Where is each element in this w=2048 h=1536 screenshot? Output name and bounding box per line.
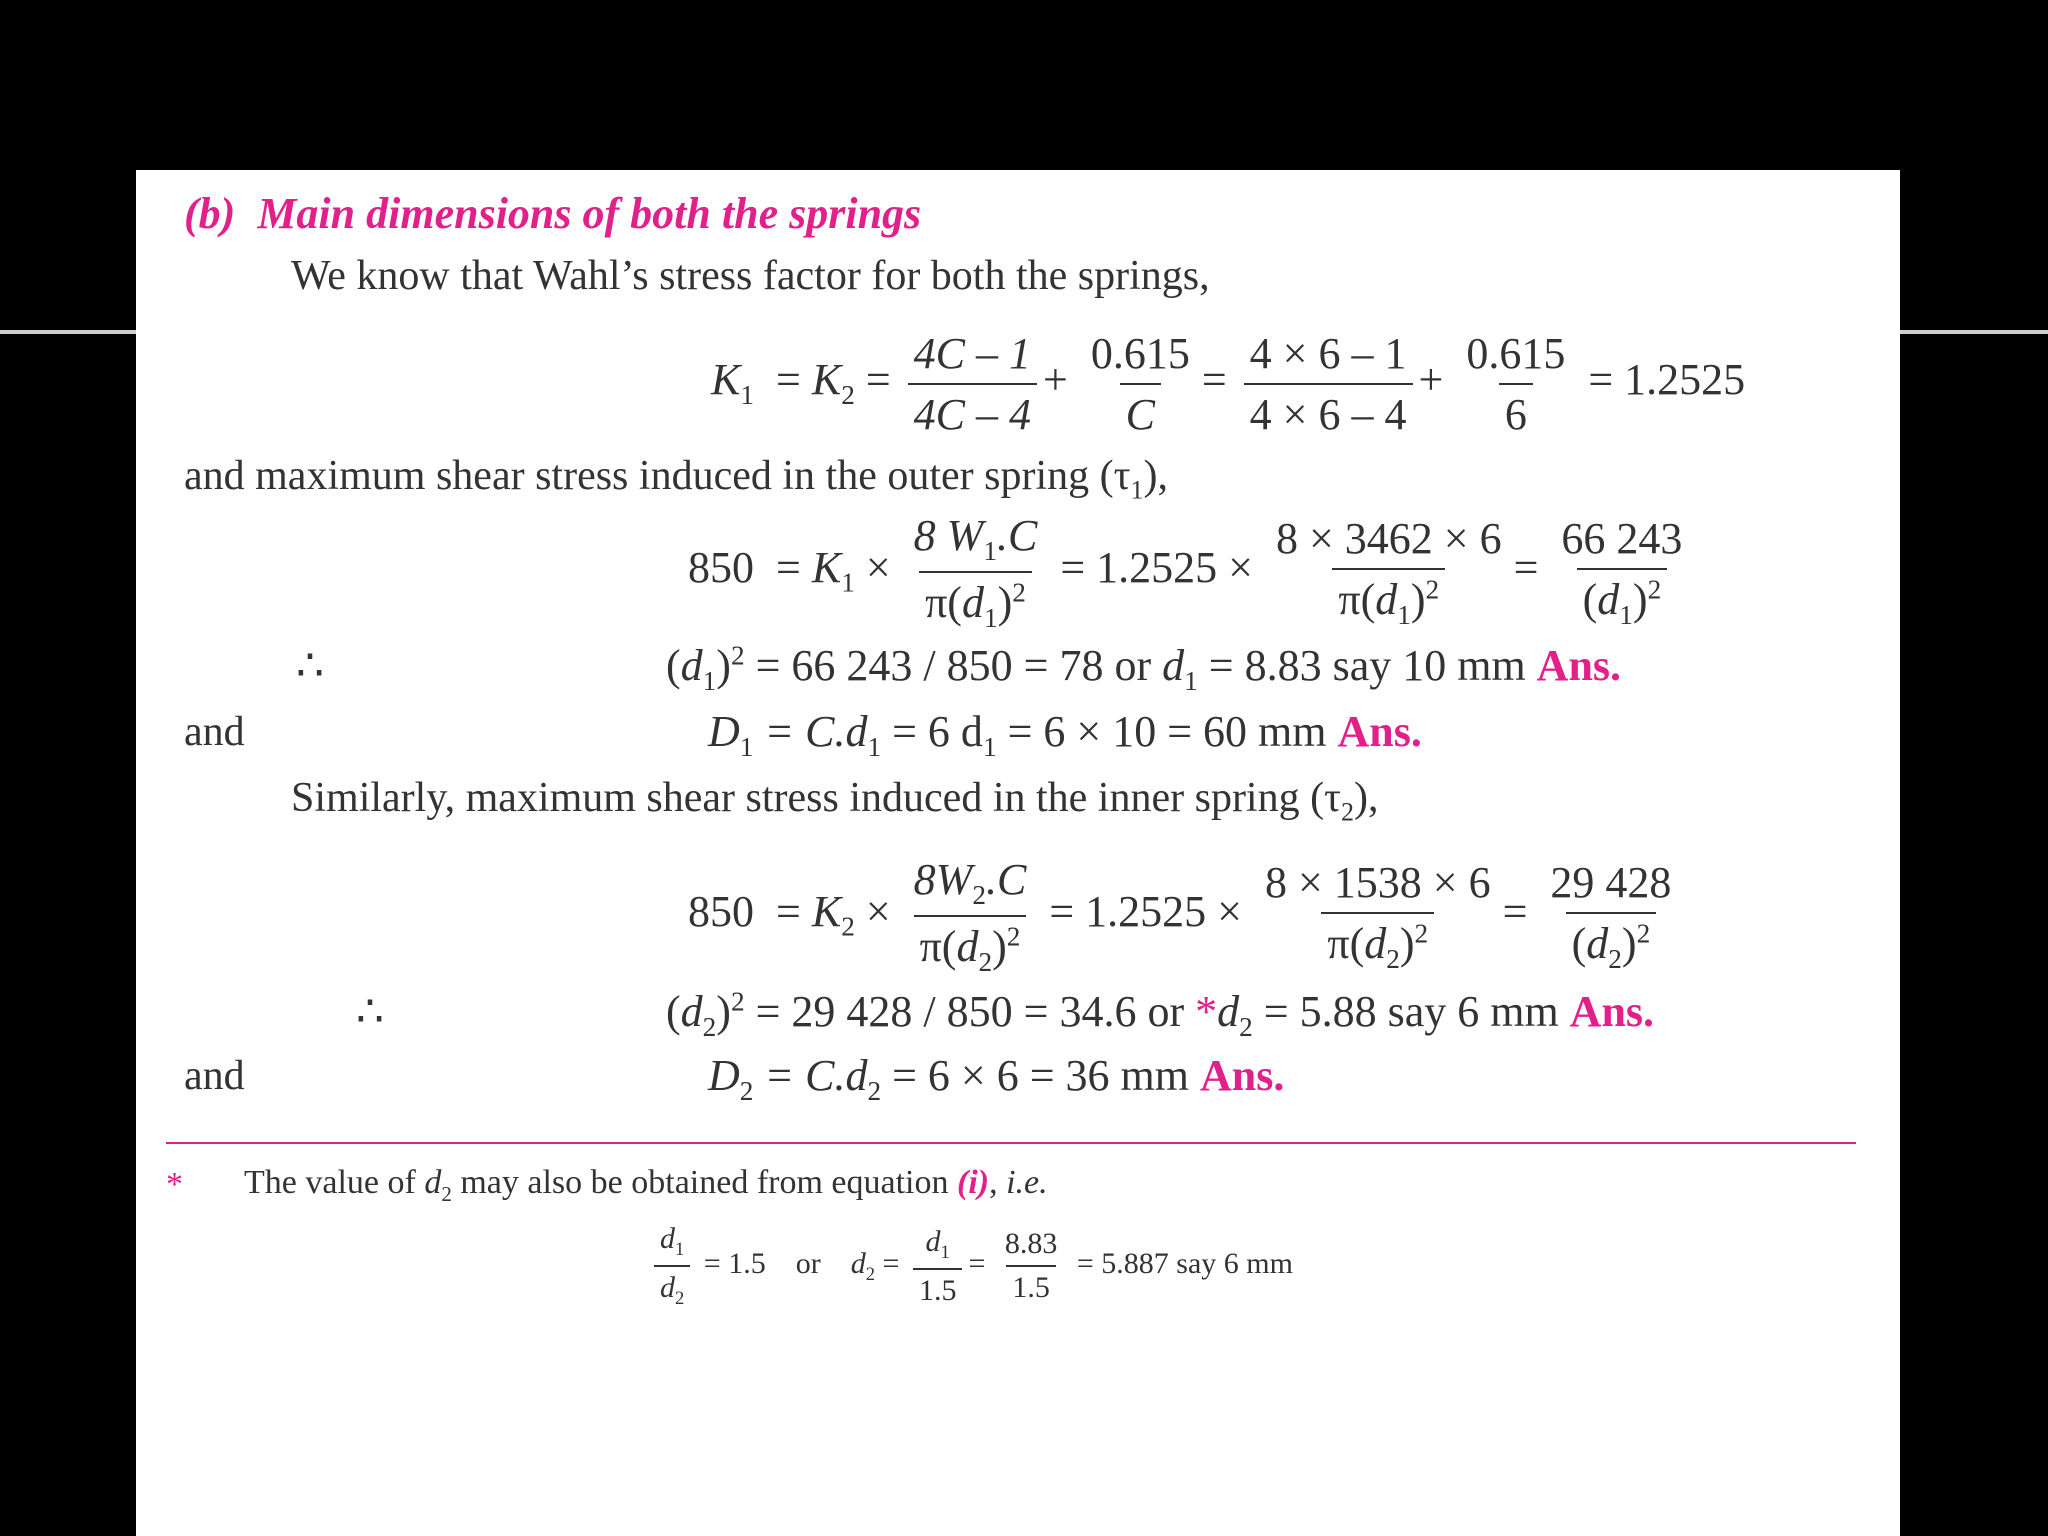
- answer-label: Ans.: [1536, 641, 1622, 690]
- inner-frac2: $\frac{8 \times 1538 \times 6}{\pi(d_2)^2}$: [1264, 857, 1491, 974]
- wahl-frac1: $\frac{4C - 1}{4C - 4}$: [908, 328, 1037, 440]
- D2-equation: $D_2 = C.d_2 = 6 \times 6 = 36$ mm Ans.: [708, 1051, 1285, 1106]
- d1-equation: $(d_1)^2 = 66$ 243 / 850 = 78 or $d_1 = 8.83$ say 10 mm Ans.: [666, 640, 1622, 696]
- D1-equation: $D_1 = C.d_1 = 6$ $d_1 = 6 \times 10 = 60$ mm Ans.: [708, 707, 1422, 762]
- outer-frac3: $\frac{66 243}{(d_1)^2}$: [1561, 513, 1683, 630]
- therefore-symbol-2: ∴: [356, 987, 384, 1036]
- document-page: [136, 170, 1900, 1536]
- inner-frac3: $\frac{29 428}{(d_2)^2}$: [1550, 857, 1672, 974]
- therefore-symbol-1: ∴: [296, 641, 324, 690]
- outer-frac1: $\frac{8 W_1.C}{\pi(d_1)^2}$: [913, 511, 1038, 633]
- outer-intro: and maximum shear stress induced in the outer spring $(\tau_1)$,: [184, 453, 1169, 505]
- and-label-1: and: [184, 709, 245, 755]
- footnote-text: The value of $d_2$ may also be obtained from equation (i), i.e.: [244, 1164, 1048, 1206]
- and-label-2: and: [184, 1053, 245, 1099]
- answer-label: Ans.: [1569, 987, 1655, 1036]
- section-tag: (b): [184, 189, 236, 238]
- section-title: Main dimensions of both the springs: [257, 189, 922, 238]
- wahl-frac4: $\frac{0.615}{6}$: [1466, 329, 1566, 439]
- intro-text: We know that Wahl’s stress factor for both the springs,: [291, 253, 1210, 299]
- answer-label: Ans.: [1200, 1051, 1285, 1100]
- inner-intro: Similarly, maximum shear stress induced in the inner spring $(\tau_2)$,: [291, 775, 1379, 827]
- d2-equation: $(d_2)^2 = 29$ 428 / 850 = 34.6 or $*d_2 = 5.88$ say 6 mm Ans.: [666, 986, 1655, 1042]
- footnote-star: *: [166, 1166, 183, 1203]
- wahl-result: = 1.2525: [1588, 355, 1746, 405]
- answer-label: Ans.: [1337, 707, 1422, 756]
- inner-equation: $850 = K_2$ × $\frac{8W_2.C}{\pi(d_2)^2}$ = 1.2525 × $\frac{8 \times 1538 \times 6}{\pi(d_2)^2}$ = $\frac{29 428}{(d_2)^2}$: [688, 854, 1683, 978]
- outer-frac2: $\frac{8 \times 3462 \times 6}{\pi(d_1)^2}$: [1275, 513, 1502, 630]
- outer-equation: $850 = K_1$ × $\frac{8 W_1.C}{\pi(d_1)^2}$ = 1.2525 × $\frac{8 \times 3462 \times 6}{\pi(d_1)^2}$ = $\frac{66 243}{(d_1)^2}$: [688, 510, 1694, 634]
- section-heading: [184, 188, 921, 239]
- inner-frac1: $\frac{8W_2.C}{\pi(d_2)^2}$: [913, 855, 1027, 977]
- footnote-rule: [166, 1142, 1856, 1144]
- wahl-frac2: $\frac{0.615}{C}$: [1090, 329, 1190, 439]
- footnote-equation: $\frac{d_1}{d_2}$ = 1.5 or $d_2$ = $\frac{d_1}{1.5}$ = $\frac{8.83}{1.5}$ = 5.887 say 6 mm: [648, 1222, 1293, 1310]
- wahl-frac3: $\frac{4 \times 6 - 1}{4 \times 6 - 4}$: [1244, 328, 1413, 440]
- wahl-equation: $K_1 = K_2$ = $\frac{4C - 1}{4C - 4}$ + $\frac{0.615}{C}$ = $\frac{4 \times 6 - 1}{4 \times 6 - 4}$ + $\frac{0.615}{6}$ = 1.2525: [711, 329, 1746, 439]
